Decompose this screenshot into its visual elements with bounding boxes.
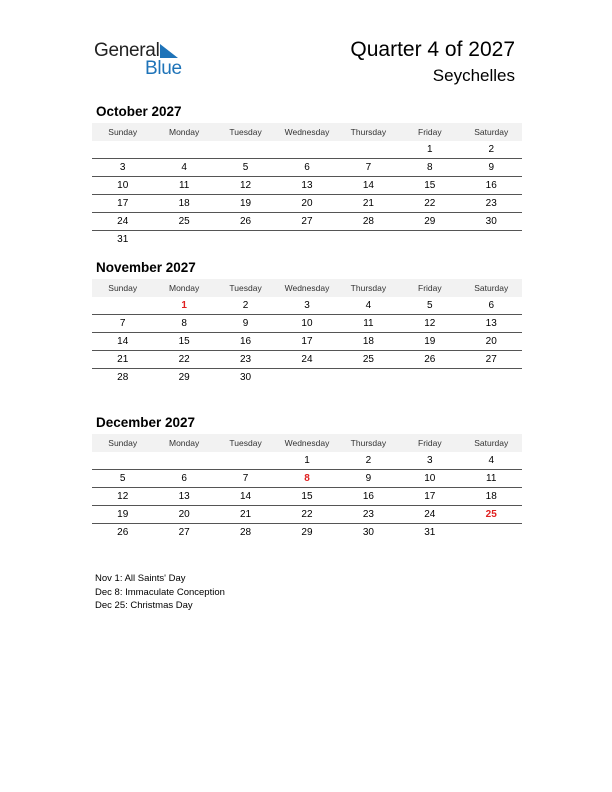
day-cell: 20 bbox=[485, 336, 497, 347]
day-cell: 29 bbox=[301, 527, 313, 538]
weekday-label: Monday bbox=[169, 438, 200, 448]
day-cell: 17 bbox=[424, 491, 436, 502]
weekday-label: Saturday bbox=[474, 283, 509, 293]
month-november bbox=[92, 259, 522, 386]
week-row bbox=[92, 297, 522, 315]
logo-flag-icon bbox=[160, 44, 178, 58]
day-cell: 14 bbox=[239, 491, 252, 502]
day-cell: 2 bbox=[365, 455, 372, 466]
day-cell: 16 bbox=[239, 336, 252, 347]
day-cell: 23 bbox=[485, 198, 497, 209]
day-cell: 21 bbox=[362, 198, 374, 209]
week-row bbox=[92, 315, 522, 333]
day-cell: 20 bbox=[178, 509, 190, 520]
weekday-header bbox=[92, 123, 522, 141]
day-cell: 15 bbox=[424, 180, 436, 191]
weekday-label: Tuesday bbox=[229, 283, 262, 293]
day-cell: 7 bbox=[242, 473, 249, 484]
weekday-label: Monday bbox=[169, 127, 200, 137]
week-row bbox=[92, 351, 522, 369]
week-row bbox=[92, 452, 522, 470]
day-cell: 17 bbox=[301, 336, 313, 347]
weekday-label: Friday bbox=[418, 127, 442, 137]
week-row bbox=[92, 231, 522, 248]
holiday-note: Dec 25: Christmas Day bbox=[95, 600, 193, 611]
weekday-label: Tuesday bbox=[229, 438, 262, 448]
day-cell: 31 bbox=[117, 234, 129, 245]
day-cell: 27 bbox=[178, 527, 190, 538]
holiday-note: Dec 8: Immaculate Conception bbox=[95, 586, 225, 598]
day-cell: 18 bbox=[362, 336, 374, 347]
weekday-label: Saturday bbox=[474, 438, 509, 448]
day-cell: 11 bbox=[363, 318, 374, 329]
day-cell: 2 bbox=[242, 300, 249, 311]
day-cell: 21 bbox=[117, 354, 129, 365]
day-cell: 2 bbox=[488, 144, 495, 155]
logo-text-general: General bbox=[94, 40, 160, 61]
day-cell: 24 bbox=[424, 509, 436, 520]
day-cell: 8 bbox=[427, 162, 433, 173]
week-row bbox=[92, 177, 522, 195]
country-name: Seychelles bbox=[432, 66, 515, 85]
day-cell: 14 bbox=[117, 336, 129, 347]
day-cell: 31 bbox=[424, 527, 436, 538]
weekday-label: Wednesday bbox=[284, 438, 330, 448]
day-cell: 1 bbox=[427, 144, 433, 155]
day-cell: 14 bbox=[362, 180, 374, 191]
day-cell: 6 bbox=[304, 162, 310, 173]
day-cell: 15 bbox=[301, 491, 313, 502]
day-cell: 12 bbox=[424, 318, 436, 329]
day-cell: 21 bbox=[239, 509, 252, 520]
week-row bbox=[92, 470, 522, 488]
day-cell: 29 bbox=[178, 372, 190, 383]
day-cell: 19 bbox=[424, 336, 436, 347]
day-cell: 27 bbox=[485, 354, 497, 365]
weekday-label: Thursday bbox=[350, 127, 387, 137]
day-cell: 28 bbox=[362, 216, 374, 227]
day-cell: 17 bbox=[117, 198, 129, 209]
day-cell: 13 bbox=[301, 180, 313, 191]
holiday-day-cell: 25 bbox=[485, 509, 497, 520]
week-row bbox=[92, 141, 522, 159]
week-row bbox=[92, 488, 522, 506]
day-cell: 9 bbox=[365, 473, 372, 484]
month-title: October 2027 bbox=[96, 104, 182, 119]
week-row bbox=[92, 506, 522, 524]
day-cell: 9 bbox=[242, 318, 249, 329]
day-cell: 22 bbox=[178, 354, 190, 365]
day-cell: 11 bbox=[486, 473, 497, 484]
day-cell: 26 bbox=[424, 354, 436, 365]
day-cell: 22 bbox=[301, 509, 313, 520]
week-row bbox=[92, 524, 522, 541]
weekday-label: Friday bbox=[418, 438, 442, 448]
day-cell: 28 bbox=[239, 527, 252, 538]
day-cell: 11 bbox=[178, 180, 190, 191]
week-row bbox=[92, 369, 522, 386]
day-cell: 18 bbox=[178, 198, 190, 209]
weekday-header bbox=[92, 434, 522, 452]
day-cell: 25 bbox=[178, 216, 190, 227]
week-row bbox=[92, 195, 522, 213]
day-cell: 16 bbox=[362, 491, 374, 502]
week-row bbox=[92, 213, 522, 231]
weekday-label: Friday bbox=[418, 283, 442, 293]
weekday-label: Tuesday bbox=[229, 127, 262, 137]
day-cell: 10 bbox=[117, 180, 129, 191]
weekday-label: Thursday bbox=[350, 283, 387, 293]
holiday-day-cell: 8 bbox=[304, 473, 310, 484]
day-cell: 8 bbox=[181, 318, 187, 329]
weekday-label: Thursday bbox=[350, 438, 387, 448]
day-cell: 5 bbox=[242, 162, 249, 173]
day-cell: 13 bbox=[178, 491, 190, 502]
day-cell: 10 bbox=[424, 473, 436, 484]
day-cell: 25 bbox=[362, 354, 374, 365]
day-cell: 30 bbox=[485, 216, 497, 227]
holiday-note: Nov 1: All Saints' Day bbox=[95, 573, 186, 584]
holiday-day-cell: 1 bbox=[181, 300, 187, 311]
day-cell: 4 bbox=[181, 162, 187, 173]
day-cell: 19 bbox=[117, 509, 129, 520]
day-cell: 7 bbox=[365, 162, 372, 173]
day-cell: 6 bbox=[181, 473, 187, 484]
week-row bbox=[92, 159, 522, 177]
day-cell: 23 bbox=[362, 509, 374, 520]
day-cell: 15 bbox=[178, 336, 190, 347]
day-cell: 27 bbox=[301, 216, 313, 227]
day-cell: 3 bbox=[427, 455, 433, 466]
day-cell: 30 bbox=[239, 372, 252, 383]
day-cell: 18 bbox=[485, 491, 497, 502]
day-cell: 26 bbox=[239, 216, 252, 227]
day-cell: 20 bbox=[301, 198, 313, 209]
week-row bbox=[92, 333, 522, 351]
weekday-label: Monday bbox=[169, 283, 200, 293]
generalblue-logo bbox=[94, 40, 194, 80]
holiday-notes bbox=[95, 572, 225, 613]
month-october bbox=[92, 103, 522, 248]
weekday-label: Sunday bbox=[108, 127, 138, 137]
day-cell: 12 bbox=[239, 180, 252, 191]
day-cell: 24 bbox=[301, 354, 313, 365]
day-cell: 23 bbox=[239, 354, 252, 365]
day-cell: 3 bbox=[304, 300, 310, 311]
day-cell: 24 bbox=[117, 216, 129, 227]
page-title: Quarter 4 of 2027 bbox=[350, 38, 515, 61]
weekday-label: Wednesday bbox=[284, 127, 330, 137]
day-cell: 30 bbox=[362, 527, 374, 538]
day-cell: 26 bbox=[117, 527, 129, 538]
day-cell: 29 bbox=[424, 216, 436, 227]
day-cell: 4 bbox=[488, 455, 495, 466]
day-cell: 16 bbox=[485, 180, 497, 191]
day-cell: 9 bbox=[488, 162, 495, 173]
day-cell: 10 bbox=[301, 318, 313, 329]
weekday-label: Sunday bbox=[108, 283, 138, 293]
month-title: December 2027 bbox=[96, 415, 196, 430]
weekday-header bbox=[92, 279, 522, 297]
day-cell: 6 bbox=[488, 300, 495, 311]
day-cell: 4 bbox=[365, 300, 372, 311]
month-december bbox=[92, 414, 522, 541]
weekday-label: Sunday bbox=[108, 438, 138, 448]
day-cell: 5 bbox=[427, 300, 433, 311]
day-cell: 7 bbox=[119, 318, 126, 329]
day-cell: 13 bbox=[485, 318, 497, 329]
weekday-label: Saturday bbox=[474, 127, 509, 137]
weekday-label: Wednesday bbox=[284, 283, 330, 293]
day-cell: 1 bbox=[304, 455, 310, 466]
day-cell: 5 bbox=[119, 473, 126, 484]
day-cell: 19 bbox=[239, 198, 252, 209]
logo-text-blue: Blue bbox=[145, 58, 182, 79]
day-cell: 28 bbox=[117, 372, 129, 383]
month-title: November 2027 bbox=[96, 260, 196, 275]
day-cell: 3 bbox=[119, 162, 126, 173]
day-cell: 12 bbox=[117, 491, 129, 502]
day-cell: 22 bbox=[424, 198, 436, 209]
